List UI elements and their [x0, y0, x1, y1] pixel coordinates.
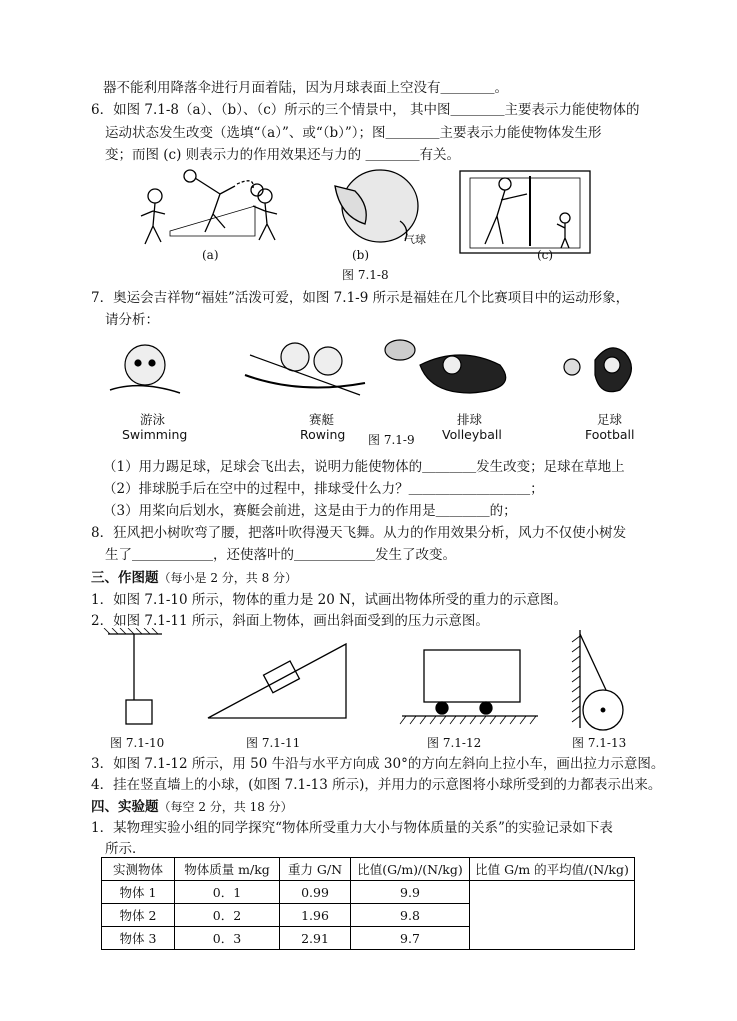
section-3-note: （每小是 2 分，共 8 分）: [158, 571, 298, 585]
experiment-question-1-line1: 1．某物理实验小组的同学探究“物体所受重力大小与物体质量的关系”的实验记录如下表: [91, 820, 613, 836]
table-cell: 0．1: [175, 881, 280, 904]
balloon-label: 气球: [404, 233, 426, 246]
figure-7-1-13-ball-on-wall: [572, 630, 623, 730]
question-8-line2: 生了＿＿＿＿＿＿，还使落叶的＿＿＿＿＿＿发生了改变。: [105, 547, 456, 563]
table-cell: 2.91: [280, 927, 351, 950]
question-6-line1: 6．如图 7.1-8（a）、（b）、（c）所示的三个情景中， 其中图＿＿＿＿主要表示力能使物体的: [91, 102, 640, 118]
drawing-question-4: 4．挂在竖直墙上的小球，(如图 7.1-13 所示)，并用力的示意图将小球所受到的力都表示出来。: [91, 777, 662, 793]
fuwa-label-en-3: Volleyball: [442, 427, 502, 442]
figure-caption-7-1-8: 图 7.1-8: [342, 268, 389, 282]
fuwa-swimming: [110, 345, 180, 393]
question-6-line3: 变；而图 (c) 则表示力的作用效果还与力的 ＿＿＿＿有关。: [105, 147, 460, 163]
table-cell: 物体 1: [102, 881, 175, 904]
question-6-line2: 运动状态发生改变（选填“（a）”、或“（b）”）；图＿＿＿＿主要表示力能使物体发生形: [105, 125, 602, 141]
fuwa-label-cn-4: 足球: [597, 412, 623, 427]
experiment-record-table: [101, 857, 635, 950]
fuwa-label-en-4: Football: [585, 427, 635, 442]
table-header-cell: 物体质量 m/kg: [175, 858, 280, 881]
average-answer-cell[interactable]: [470, 881, 635, 950]
question-7-line2: 请分析：: [105, 312, 159, 328]
figure-caption-7-1-13: 图 7.1-13: [572, 736, 627, 750]
table-row: [102, 881, 635, 904]
table-header-cell: 实测物体: [102, 858, 175, 881]
scene-a-kick: [141, 170, 277, 244]
table-cell: 物体 3: [102, 927, 175, 950]
figure-7-1-10-hanging-box: [104, 628, 162, 724]
figure-7-1-9-drawing: [100, 335, 660, 405]
table-header-row: [102, 858, 635, 881]
figure-caption-7-1-11: 图 7.1-11: [246, 736, 301, 750]
table-cell: 1.96: [280, 904, 351, 927]
question-8-line1: 8．狂风把小树吹弯了腰，把落叶吹得漫天飞舞。从力的作用效果分析，风力不仅使小树发: [91, 525, 627, 541]
question-7-sub3: （3）用桨向后划水，赛艇会前进，这是由于力的作用是＿＿＿＿的；: [103, 503, 517, 519]
question-7-sub1: （1）用力踢足球，足球会飞出去，说明力能使物体的＿＿＿＿发生改变；足球在草地上: [103, 459, 625, 475]
fuwa-label-en-1: Swimming: [122, 427, 188, 442]
figure-caption-7-1-10: 图 7.1-10: [110, 736, 165, 750]
fuwa-label-en-2: Rowing: [300, 427, 346, 442]
fuwa-rowing: [245, 343, 365, 395]
line-continued: 器不能利用降落伞进行月面着陆，因为月球表面上空没有＿＿＿＿。: [103, 80, 508, 96]
drawing-figures: [100, 628, 660, 733]
figure-7-1-12-cart: [400, 650, 538, 724]
figure-label-a: (a): [202, 248, 219, 262]
fuwa-label-cn-1: 游泳: [140, 412, 166, 427]
section-4-title: 四、实验题: [91, 799, 159, 815]
drawing-question-1: 1．如图 7.1-10 所示，物体的重力是 20 N，试画出物体所受的重力的示意图。: [91, 592, 567, 608]
figure-7-1-11-incline: [208, 644, 346, 718]
question-7-line1: 7．奥运会吉祥物“福娃”活泼可爱，如图 7.1-9 所示是福娃在几个比赛项目中的运动形象，: [91, 290, 630, 306]
table-cell: 0．2: [175, 904, 280, 927]
fuwa-label-cn-2: 赛艇: [309, 412, 335, 427]
drawing-question-3: 3．如图 7.1-12 所示，用 50 牛沿与水平方向成 30°的方向左斜向上拉小车，画出拉力示意图。: [91, 756, 665, 772]
table-cell: 物体 2: [102, 904, 175, 927]
fuwa-volleyball: [385, 340, 506, 393]
drawing-question-2: 2．如图 7.1-11 所示，斜面上物体，画出斜面受到的压力示意图。: [91, 613, 489, 629]
table-cell: 9.8: [351, 904, 470, 927]
section-4-heading: [91, 798, 293, 816]
scene-c-door: [460, 171, 590, 253]
figure-caption-7-1-12: 图 7.1-12: [427, 736, 482, 750]
table-cell: 9.7: [351, 927, 470, 950]
table-cell: 0．3: [175, 927, 280, 950]
table-cell: 0.99: [280, 881, 351, 904]
table-header-cell: 比值 G/m 的平均值/(N/kg): [470, 858, 635, 881]
question-7-sub2: （2）排球脱手后在空中的过程中，排球受什么力？＿＿＿＿＿＿＿＿＿；: [103, 481, 544, 497]
table-header-cell: 重力 G/N: [280, 858, 351, 881]
figure-caption-7-1-9: 图 7.1-9: [368, 433, 415, 447]
figure-label-c: (c): [537, 248, 554, 262]
section-4-note: （每空 2 分，共 18 分）: [158, 800, 293, 814]
section-3-heading: [91, 569, 297, 587]
table-header-cell: 比值(G/m)/(N/kg): [351, 858, 470, 881]
fuwa-label-cn-3: 排球: [457, 412, 483, 427]
table-cell: 9.9: [351, 881, 470, 904]
experiment-question-1-line2: 所示．: [105, 841, 146, 857]
section-3-title: 三、作图题: [91, 570, 159, 586]
figure-7-1-9: [100, 335, 660, 405]
figure-label-b: (b): [352, 248, 370, 262]
fuwa-football: [564, 348, 631, 392]
